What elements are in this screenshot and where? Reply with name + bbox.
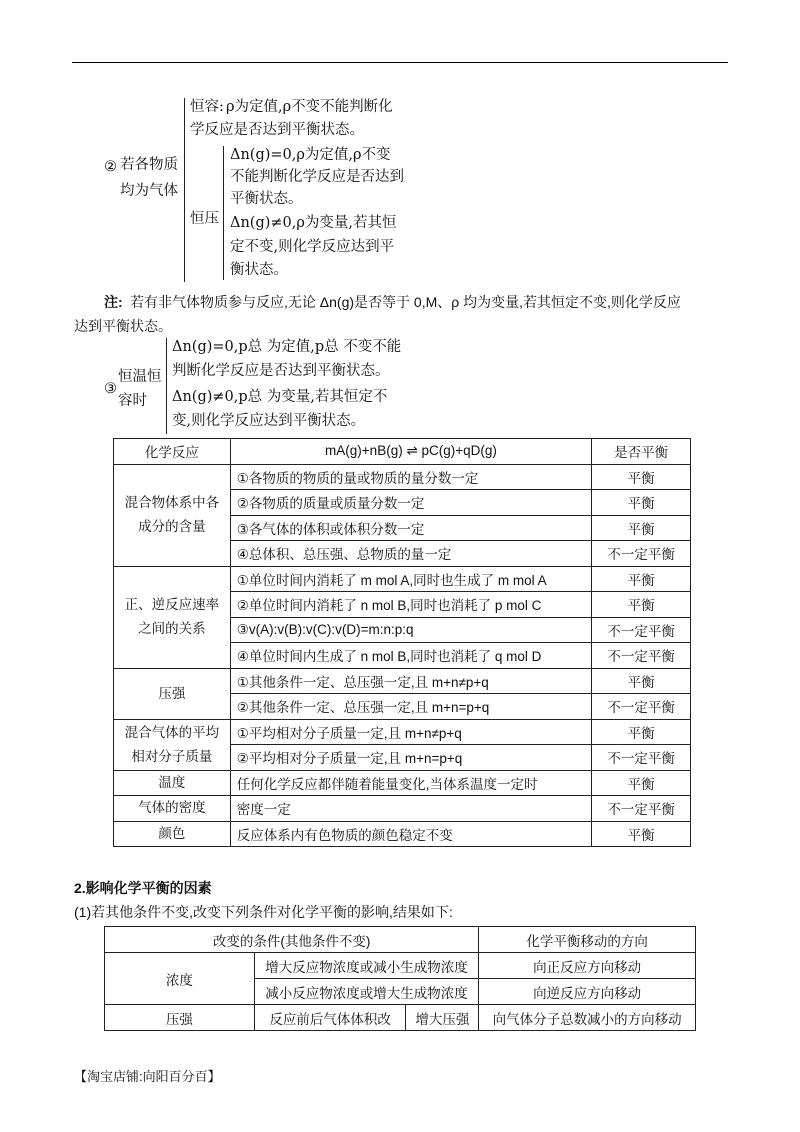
table-row — [114, 668, 691, 694]
const-pressure-text: Δn(g)≠0,ρ为变量,若其恒 — [230, 215, 397, 231]
condition-cell: ②平均相对分子质量一定,且 m+n=p+q — [230, 745, 591, 771]
result-cell: 平衡 — [592, 821, 691, 847]
brace — [166, 338, 167, 434]
result-cell: 不一定平衡 — [592, 643, 691, 669]
const-pressure-text: 平衡状态。 — [230, 191, 303, 207]
equilibrium-criteria-table — [113, 438, 691, 847]
condition-cell: ②其他条件一定、总压强一定,且 m+n=p+q — [230, 694, 591, 720]
table-header: 化学反应 — [114, 439, 231, 465]
note-text: 达到平衡状态。 — [74, 318, 172, 334]
brace — [184, 98, 185, 282]
gas-case-label: 均为气体 — [120, 183, 178, 199]
footer-shop: 【淘宝店铺:向阳百分百】 — [74, 1069, 221, 1084]
condition-cell: 减小反应物浓度或增大生成物浓度 — [254, 979, 479, 1005]
const-volume-text: 学反应是否达到平衡状态。 — [190, 122, 364, 138]
const-pressure-label: 恒压 — [190, 211, 219, 227]
result-cell: 平衡 — [592, 464, 691, 490]
category-line: 混合气体的平均 — [124, 724, 220, 740]
result-cell: 平衡 — [592, 719, 691, 745]
category-line: 相对分子质量 — [131, 748, 213, 764]
condition-cell: ②各物质的质量或质量分数一定 — [230, 490, 591, 516]
condition-cell: ③各气体的体积或体积分数一定 — [230, 515, 591, 541]
note-label: 注: — [104, 294, 123, 310]
condition-cell: 增大压强 — [406, 1005, 479, 1031]
temp-case-text: 变,则化学反应达到平衡状态。 — [172, 413, 366, 429]
condition-cell: 任何化学反应都伴随着能量变化,当体系温度一定时 — [230, 770, 591, 796]
result-cell: 不一定平衡 — [592, 796, 691, 822]
const-pressure-text: 定不变,则化学反应达到平 — [230, 239, 395, 255]
result-cell: 平衡 — [592, 770, 691, 796]
table-row — [114, 796, 691, 822]
temp-case-text: 判断化学反应是否达到平衡状态。 — [172, 363, 390, 379]
category-cell — [114, 668, 231, 719]
category-cell — [114, 566, 231, 668]
category-line: 混合物体系中各 — [124, 495, 220, 510]
category-line: 压强 — [158, 685, 186, 701]
const-volume-text: ρ为定值,ρ不变不能判断化 — [226, 99, 393, 115]
condition-cell: ①平均相对分子质量一定,且 m+n≠p+q — [230, 719, 591, 745]
header-rule — [72, 62, 728, 63]
gas-case-label: 若各物质 — [120, 157, 178, 173]
table-row — [114, 566, 691, 592]
const-pressure-text: 衡状态。 — [230, 262, 288, 278]
category-line: 成分的含量 — [138, 519, 206, 534]
category-line: 颜色 — [158, 825, 186, 841]
category-cell — [114, 719, 231, 770]
condition-cell: 密度一定 — [230, 796, 591, 822]
item-number: ② — [104, 159, 117, 175]
condition-cell: ①各物质的物质的量或物质的量分数一定 — [230, 464, 591, 490]
result-cell: 平衡 — [592, 668, 691, 694]
table-header: mA(g)+nB(g) ⇌ pC(g)+qD(g) — [230, 439, 591, 465]
category-line: 正、逆反应速率 — [124, 597, 220, 612]
condition-cell: ②单位时间内消耗了 n mol B,同时也消耗了 p mol C — [230, 592, 591, 618]
table-header: 是否平衡 — [592, 439, 691, 465]
temp-case-text: Δn(g)≠0,p总 为变量,若其恒定不 — [172, 389, 388, 405]
result-cell: 平衡 — [592, 566, 691, 592]
table-row — [114, 770, 691, 796]
table-row — [114, 821, 691, 847]
const-pressure-text: Δn(g)=0,ρ为定值,ρ不变 — [230, 147, 391, 163]
note-text: 若有非气体物质参与反应,无论 Δn(g)是否等于 0,M、ρ 均为变量,若其恒定不变,则化学反应 — [130, 294, 681, 310]
condition-cell: ①其他条件一定、总压强一定,且 m+n≠p+q — [230, 668, 591, 694]
category-cell — [114, 464, 231, 566]
condition-cell: 反应体系内有色物质的颜色稳定不变 — [230, 821, 591, 847]
const-volume-label: 恒容: — [190, 99, 224, 115]
temp-case-text: Δn(g)=0,p总 为定值,p总 不变不能 — [172, 339, 402, 355]
category-cell — [114, 770, 231, 796]
category-cell — [114, 796, 231, 822]
category-line: 气体的密度 — [138, 800, 206, 816]
factors-table — [104, 926, 696, 1031]
table-header: 改变的条件(其他条件不变) — [105, 927, 479, 953]
category-cell: 压强 — [105, 1005, 255, 1031]
result-cell: 向正反应方向移动 — [479, 953, 696, 979]
section-subtitle: (1)若其他条件不变,改变下列条件对化学平衡的影响,结果如下: — [74, 904, 453, 920]
table-row — [114, 464, 691, 490]
result-cell: 平衡 — [592, 515, 691, 541]
result-cell: 向气体分子总数减小的方向移动 — [479, 1005, 696, 1031]
section-title: 2.影响化学平衡的因素 — [74, 880, 212, 896]
temp-case-label: 恒温恒 — [118, 369, 162, 385]
category-line: 之间的关系 — [138, 621, 206, 636]
result-cell: 不一定平衡 — [592, 541, 691, 567]
condition-cell: ④单位时间内生成了 n mol B,同时也消耗了 q mol D — [230, 643, 591, 669]
condition-cell: 反应前后气体体积改 — [254, 1005, 406, 1031]
category-cell: 浓度 — [105, 953, 255, 1005]
result-cell: 向逆反应方向移动 — [479, 979, 696, 1005]
condition-cell: ①单位时间内消耗了 m mol A,同时也生成了 m mol A — [230, 566, 591, 592]
condition-cell: ③v(A):v(B):v(C):v(D)=m:n:p:q — [230, 617, 591, 643]
category-line: 温度 — [158, 774, 186, 790]
result-cell: 不一定平衡 — [592, 745, 691, 771]
condition-cell: ④总体积、总压强、总物质的量一定 — [230, 541, 591, 567]
table-header: 化学平衡移动的方向 — [479, 927, 696, 953]
result-cell: 平衡 — [592, 490, 691, 516]
temp-case-label: 容时 — [118, 393, 147, 409]
condition-cell: 增大反应物浓度或减小生成物浓度 — [254, 953, 479, 979]
const-pressure-text: 不能判断化学反应是否达到 — [230, 169, 404, 185]
item-number: ③ — [104, 381, 117, 397]
result-cell: 平衡 — [592, 592, 691, 618]
category-cell — [114, 821, 231, 847]
table-row — [114, 719, 691, 745]
brace — [223, 146, 224, 280]
result-cell: 不一定平衡 — [592, 617, 691, 643]
result-cell: 不一定平衡 — [592, 694, 691, 720]
